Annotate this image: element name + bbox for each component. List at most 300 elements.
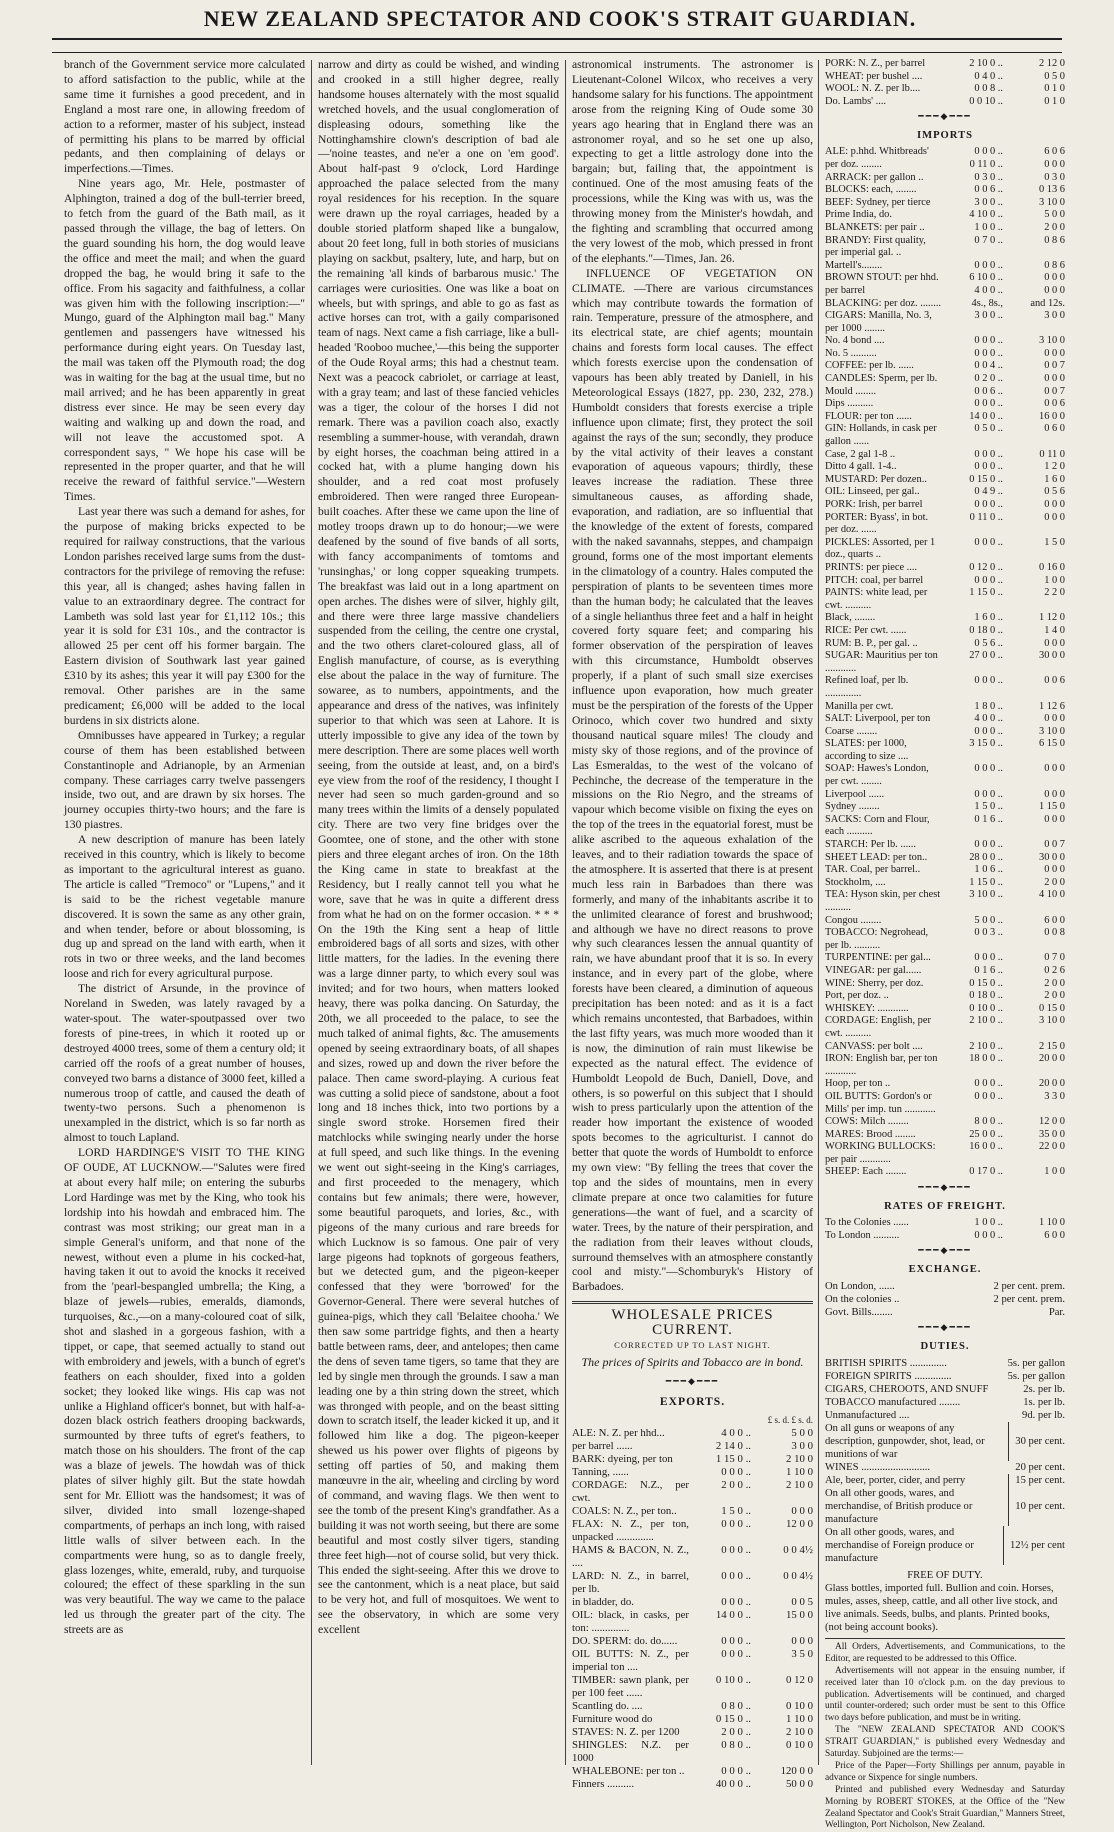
price-row (825, 58, 1065, 71)
price-value: 2 2 0 (1044, 587, 1065, 599)
price-item: Coarse ........ (825, 725, 878, 737)
price-row (825, 1217, 1065, 1230)
price-value: 0 0 0 .. (721, 1466, 751, 1479)
price-item: SLATES: per 1000, according to size .... (825, 738, 909, 762)
price-value: 0 3 0 .. (974, 171, 1003, 183)
price-row (825, 625, 1065, 638)
price-value: 0 0 0 .. (974, 536, 1003, 548)
price-row (572, 1518, 813, 1544)
price-value: 0 0 0 .. (974, 1229, 1003, 1241)
price-item: WORKING BULLOCKS: per pair ............ (825, 1141, 936, 1165)
price-value: 4 0 0 .. (974, 284, 1003, 296)
price-value: 0 0 0 .. (974, 146, 1003, 158)
price-item: FLAX: N. Z., per ton, unpacked .............. (572, 1518, 689, 1544)
price-value: 0 0 0 .. (974, 1078, 1003, 1090)
price-value: 15 0 0 (786, 1609, 813, 1622)
price-value: 2 0 0 .. (721, 1726, 751, 1739)
price-item: Refined loaf, per lb. .............. (825, 675, 909, 699)
price-value: 0 0 0 (1044, 788, 1065, 800)
duties-title: DUTIES. (920, 1341, 970, 1353)
price-value: 0 15 0 (1039, 1002, 1065, 1014)
price-row (572, 1544, 813, 1570)
price-value: 2 12 0 (1039, 58, 1065, 69)
price-row (825, 537, 1065, 562)
price-value: 0 0 0 .. (974, 675, 1003, 687)
price-item: per doz. ........ (825, 158, 882, 170)
price-value: 0 7 0 .. (974, 234, 1003, 246)
price-item: TIMBER: sawn plank, per per 100 feet ...... (572, 1674, 689, 1700)
price-item: VINEGAR: per gal...... (825, 964, 922, 976)
price-value: 1 10 0 (1039, 1217, 1065, 1229)
price-value: 0 0 0 .. (974, 448, 1003, 460)
price-value: 2 0 0 (1044, 990, 1065, 1002)
price-value: 0 0 7 (1044, 839, 1065, 851)
price-row (825, 763, 1065, 788)
price-row (825, 423, 1065, 448)
price-row (572, 1778, 813, 1791)
price-item: in bladder, do. (572, 1596, 634, 1609)
price-item: Liverpool ...... (825, 788, 885, 800)
price-item: WHEAT: per bushel .... (825, 70, 923, 82)
price-value: 0 2 6 (1044, 964, 1065, 976)
price-value: 4 10 0 .. (969, 209, 1003, 221)
price-row (825, 1166, 1065, 1179)
price-item: PITCH: coal, per barrel (825, 574, 924, 586)
price-value: 3 0 0 .. (974, 310, 1003, 322)
price-row (572, 1440, 813, 1453)
price-item: Congou ........ (825, 914, 882, 926)
price-item: CORDAGE: N.Z., per cwt. (572, 1479, 689, 1505)
column-3 (572, 58, 813, 1791)
ornament-divider: ━━━◆━━━ (918, 1322, 972, 1333)
price-value: 1 12 6 (1039, 700, 1065, 712)
price-item: WINE: Sherry, per doz. (825, 977, 924, 989)
price-item: WOOL: N. Z. per lb.... (825, 83, 921, 95)
free-of-duty-title: FREE OF DUTY. (907, 1570, 983, 1582)
price-item: CIGARS: Manilla, No. 3, per 1000 ........ (825, 310, 932, 334)
price-row (825, 1041, 1065, 1054)
column-divider (565, 60, 566, 1765)
price-value: 3 10 0 (1039, 335, 1065, 347)
price-value: 0 10 0 (786, 1700, 813, 1713)
price-value: 0 0 8 .. (974, 83, 1003, 95)
duty-row: WINES .......................... 20 per cent. (825, 1462, 1065, 1474)
price-value: 0 0 6 .. (974, 385, 1003, 397)
price-item: Manilla per cwt. (825, 700, 894, 712)
price-item: HAMS & BACON, N. Z., .... (572, 1544, 689, 1570)
price-value: 2 0 0 (1044, 221, 1065, 233)
price-value: 0 10 0 .. (969, 1002, 1003, 1014)
price-value: 2 0 0 (1044, 876, 1065, 888)
price-row (825, 738, 1065, 763)
price-value: 0 0 0 (1044, 272, 1065, 284)
imports-table (825, 146, 1065, 1179)
price-row (825, 146, 1065, 159)
price-item: Mould ........ (825, 385, 877, 397)
price-row (825, 915, 1065, 928)
price-value: 0 10 0 .. (715, 1674, 751, 1687)
price-item: COFFEE: per lb. ...... (825, 360, 914, 372)
price-row (825, 96, 1065, 109)
duty-row: Unmanufactured .... 9d. per lb. (825, 1410, 1065, 1422)
price-row (825, 575, 1065, 588)
price-value: 25 0 0 .. (969, 1128, 1003, 1140)
price-row (825, 927, 1065, 952)
price-row (825, 852, 1065, 865)
price-value: 2 0 0 .. (721, 1479, 751, 1492)
price-value: 0 0 4 .. (974, 360, 1003, 372)
exchange-title: EXCHANGE. (908, 1264, 982, 1276)
price-item: ARRACK: per gallon .. (825, 171, 924, 183)
price-value: 0 0 0 .. (974, 574, 1003, 586)
price-value: 0 16 0 (1039, 561, 1065, 573)
price-value: 0 4 0 .. (974, 70, 1003, 82)
price-value: 18 0 0 .. (969, 1053, 1003, 1065)
price-row (572, 1648, 813, 1674)
article-paragraph: Last year there was such a demand for ashes, for the purpose of making bricks expected to be required for railway constructions, that the various London parishes received large sums from the dust-contractors for the privilege of removing the refuse: this year, all is changed; ashes having fallen in value to an extraordinary degree. The contract for Lambeth was sold last year for £1,112 10s.; this year it is sold for £31 10s., and the contractor is allowed 25 per cent off his former bargain. The Eastern division of Southwark last year gained £310 by its ashes; this year it will pay £300 for the removal. Other parishes are in the same predicament; £6,000 will be added to the local burdens in six districts alone. (64, 505, 305, 727)
masthead-rule-top (52, 38, 1062, 40)
price-row (825, 726, 1065, 739)
price-value: 6 0 0 (1044, 914, 1065, 926)
price-row (825, 801, 1065, 814)
price-value: 30 0 0 (1039, 650, 1065, 662)
price-item: Port, per doz. .. (825, 990, 889, 1002)
price-value: 0 5 0 .. (974, 423, 1003, 435)
price-value: 2 10 0 .. (969, 58, 1003, 69)
price-row (825, 360, 1065, 373)
imports-title: IMPORTS (916, 130, 974, 142)
price-value: 0 0 0 .. (974, 347, 1003, 359)
duty-row: BRITISH SPIRITS .............. 5s. per gallon (825, 1358, 1065, 1370)
price-item: RICE: Per cwt. ...... (825, 624, 907, 636)
price-value: 0 17 0 .. (969, 1166, 1003, 1178)
price-item: TEA: Hyson skin, per chest .......... (825, 889, 941, 913)
price-value: 1 15 0 .. (715, 1453, 751, 1466)
price-value: 14 0 0 .. (715, 1609, 751, 1622)
price-value: 1 15 0 .. (969, 587, 1003, 599)
price-value: 0 8 0 .. (721, 1739, 751, 1752)
price-item: Black, ........ (825, 612, 876, 624)
price-value: 0 0 0 (1044, 637, 1065, 649)
price-row (572, 1609, 813, 1635)
notice-paragraph: Advertisements will not appear in the ensuing number, if received later than 10 o'clock p.m. on the day previous to publication. Advertisements will be continued, and charged until counter-ordered; such order must be sent to this Office two days before publication, and must be in writing. (825, 1666, 1065, 1723)
price-value: 0 0 0 (791, 1505, 813, 1518)
exchange-row: On London, ...... 2 per cent. prem. (825, 1281, 1065, 1293)
price-value: 12 0 0 (1039, 1116, 1065, 1128)
price-item: per barrel ...... (572, 1440, 633, 1453)
section-rule (572, 1301, 813, 1304)
price-value: 20 0 0 (1039, 1053, 1065, 1065)
price-value: 0 0 0 (1044, 763, 1065, 775)
price-value: 0 0 0 (1044, 373, 1065, 385)
price-item: SHINGLES: N.Z. per 1000 (572, 1739, 689, 1765)
price-item: TOBACCO: Negrohead, per lb. .......... (825, 927, 929, 951)
price-row (825, 839, 1065, 852)
price-value: 0 0 0 .. (721, 1596, 751, 1609)
price-row (825, 461, 1065, 474)
price-item: MARES: Brood ........ (825, 1128, 916, 1140)
price-value: 0 0 3 .. (974, 927, 1003, 939)
price-value: 0 0 0 (1044, 499, 1065, 510)
price-value: 0 0 0 (1044, 284, 1065, 296)
price-row (825, 612, 1065, 625)
price-value: 0 0 0 (1044, 158, 1065, 170)
section-rule (825, 1638, 1065, 1639)
price-value: 22 0 0 (1039, 1141, 1065, 1153)
price-value: 3 5 0 (791, 1648, 813, 1661)
price-item: BROWN STOUT: per hhd. (825, 272, 939, 284)
price-value: 14 0 0 .. (969, 410, 1003, 422)
price-value: 1 2 0 (1044, 461, 1065, 473)
price-item: WHALEBONE: per ton .. (572, 1765, 685, 1778)
price-item: TURPENTINE: per gal... (825, 952, 931, 964)
price-item: Scantling do. .... (572, 1700, 643, 1713)
price-value: 0 0 6 .. (974, 184, 1003, 196)
price-value: 0 12 0 (786, 1674, 813, 1687)
price-item: SHEEP: Each ........ (825, 1166, 907, 1178)
price-row (825, 298, 1065, 311)
price-item: FLOUR: per ton ...... (825, 410, 912, 422)
price-value: 0 18 0 .. (969, 624, 1003, 636)
price-value: 3 15 0 .. (969, 738, 1003, 750)
price-value: 0 1 6 .. (974, 813, 1003, 825)
price-value: 1 5 0 .. (721, 1505, 751, 1518)
price-value: 0 0 0 (1044, 713, 1065, 725)
notice-paragraph: All Orders, Advertisements, and Communications, to the Editor, are requested to be addressed to this Office. (825, 1642, 1065, 1664)
price-item: BRANDY: First quality, per imperial gal. .. (825, 234, 926, 259)
price-item: SOAP: Hawes's London, per cwt. ........ (825, 763, 929, 788)
price-row (825, 864, 1065, 877)
price-value: 1 0 0 .. (974, 1217, 1003, 1229)
price-value: 0 7 0 (1044, 952, 1065, 964)
price-row (825, 499, 1065, 512)
exports-table (572, 1427, 813, 1791)
price-row (825, 1015, 1065, 1040)
price-row (825, 675, 1065, 700)
price-item: Sydney ........ (825, 801, 880, 813)
price-value: 2 10 0 .. (969, 1015, 1003, 1027)
price-value: 0 0 0 (791, 1635, 813, 1648)
column-1 (64, 58, 305, 1768)
price-value: 0 11 0 .. (969, 511, 1003, 523)
price-item: BLACKING: per doz. ........ (825, 297, 942, 309)
price-value: 0 0 0 (1044, 347, 1065, 359)
price-row (572, 1453, 813, 1466)
ornament-divider: ━━━◆━━━ (918, 111, 972, 122)
prices-top-table (825, 58, 1065, 108)
price-value: 0 5 6 .. (974, 637, 1003, 649)
price-value: 27 0 0 .. (969, 650, 1003, 662)
price-value: 1 4 0 (1044, 624, 1065, 636)
notice-paragraph: Price of the Paper—Forty Shillings per annum, payable in advance or Sixpence for single numbers. (825, 1761, 1065, 1783)
price-row (825, 335, 1065, 348)
price-value: 6 15 0 (1039, 738, 1065, 750)
price-value: 0 0 0 .. (974, 335, 1003, 347)
price-value: 1 0 6 .. (974, 864, 1003, 876)
ornament-divider: ━━━◆━━━ (918, 1245, 972, 1256)
price-value: 1 5 0 (1044, 536, 1065, 548)
price-value: 0 0 6 (1044, 675, 1065, 687)
price-row (825, 348, 1065, 361)
price-row (825, 235, 1065, 260)
price-item: SALT: Liverpool, per ton (825, 713, 931, 725)
price-value: 12 0 0 (786, 1518, 813, 1531)
price-value: 2 10 0 .. (969, 1040, 1003, 1052)
price-row (572, 1700, 813, 1713)
price-value: 2 14 0 .. (715, 1440, 751, 1453)
exchange-row: Govt. Bills........ Par. (825, 1307, 1065, 1319)
price-value: 0 0 7 (1044, 385, 1065, 397)
price-item: PORK: Irish, per barrel (825, 499, 923, 510)
price-value: 0 0 0 .. (974, 259, 1003, 271)
price-value: 0 12 0 .. (969, 561, 1003, 573)
price-row (572, 1570, 813, 1596)
masthead-rule-bottom (52, 52, 1062, 53)
price-row (825, 789, 1065, 802)
price-value: 40 0 0 .. (715, 1778, 751, 1791)
price-item: Hoop, per ton .. (825, 1078, 891, 1090)
price-value: 5 0 0 (791, 1427, 813, 1440)
price-value: 0 8 0 .. (721, 1700, 751, 1713)
price-item: Do. Lambs' .... (825, 95, 887, 107)
price-value: 0 0 0 .. (721, 1518, 751, 1531)
price-item: To the Colonies ...... (825, 1217, 909, 1229)
price-item: Finners .......... (572, 1778, 635, 1791)
price-item: OIL: Linseed, per gal.. (825, 486, 920, 498)
price-row (825, 952, 1065, 965)
price-row (572, 1739, 813, 1765)
price-value: 3 0 0 (1044, 310, 1065, 322)
price-value: 2 10 0 (786, 1453, 813, 1466)
price-item: MUSTARD: Per dozen.. (825, 473, 927, 485)
price-value: 6 0 6 (1044, 146, 1065, 158)
price-value: 35 0 0 (1039, 1128, 1065, 1140)
exchange-list (825, 1280, 1065, 1319)
price-value: 1 12 0 (1039, 612, 1065, 624)
price-row (572, 1479, 813, 1505)
duty-brace-item: On all guns or weapons of any description, gunpowder, shot, lead, or munitions of war 30 per cent. (825, 1423, 1065, 1461)
price-row (572, 1466, 813, 1479)
price-value: 0 5 0 (1044, 70, 1065, 82)
price-value: 0 2 0 .. (974, 373, 1003, 385)
price-row (825, 1053, 1065, 1078)
price-value: 0 6 0 (1044, 423, 1065, 435)
price-value: 1 0 0 .. (974, 221, 1003, 233)
price-value: 0 13 6 (1039, 184, 1065, 196)
price-item: PICKLES: Assorted, per 1 doz., quarts .. (825, 536, 936, 561)
price-row (825, 889, 1065, 914)
price-item: Prime India, do. (825, 209, 892, 221)
duties-list (825, 1357, 1065, 1422)
price-row (825, 978, 1065, 991)
price-row (825, 411, 1065, 424)
price-value: 0 0 0 .. (974, 839, 1003, 851)
article-paragraph: branch of the Government service more calculated to afford satisfaction to the public, while at the same time it furnishes a good precedent, and in England a most rare one, in allowing freedom of action to a reformer, master of his subject, instead of permitting his plans to be marred by official pedants, and then complaining of delays or imperfections.—Times. (64, 58, 305, 176)
price-value: 2 15 0 (1039, 1040, 1065, 1052)
price-value: 0 0 0 (1044, 511, 1065, 523)
price-row (825, 184, 1065, 197)
price-item: PORK: N. Z., per barrel (825, 58, 926, 69)
price-row (825, 71, 1065, 84)
price-row (825, 474, 1065, 487)
price-row (825, 990, 1065, 1003)
price-value: 0 15 0 .. (715, 1713, 751, 1726)
price-row (825, 650, 1065, 675)
price-row (825, 172, 1065, 185)
price-value: 0 4 9 .. (974, 486, 1003, 498)
price-value: 0 18 0 .. (969, 990, 1003, 1002)
price-value: 0 0 0 .. (721, 1765, 751, 1778)
article-paragraph: narrow and dirty as could be wished, and winding and crooked in a still higher degree, really handsome houses alternately with the most squalid wretched hovels, and the usual conglomeration of displeasing odours, something like the Nottinghamshire clown's description of bad ale—'noine teastes, and ne'er a one on 'em good'. About half-past 9 o'clock, Lord Hardinge approached the palace selected from the many royal residences for his reception. In the square were drawn up the royal carriages, headed by a double storied platform shaped like a bungalow, about 20 feet long, full in both stories of musicians playing on sackbut, psaltery, lute, and harp, but on the remaining 'all kinds of barbarous music.' The carriages were curiosities. One was like a boat on wheels, but with springs, and able to go as fast as active horses can trot, with a gaily comparisoned team of nags. Next came a fish carriage, like a bull-headed 'Rooboo muchee,'—this being the supporter of the Oude Royal arms; this had a chestnut team. Next was a peacock cabriolet, or carriage at least, with a gray team; and last of these fancied vehicles was a tiger, the colour of the horses I did not remark. There was a pavilion coach also, exactly resembling a summer-house, with verandah, drawn by eight horses, the coachman being attired in a cocked hat, with a plume hanging down his shoulder, and a red coat most profusely embroidered. Then were ranged three European-built coaches. After these we came upon the line of motley troops drawn up to do honour;—we were deafened by the sound of five bands of all sorts, with fancy accompaniments of tomtoms and 'runsinghas,' or long copper squeaking trumpets. The breakfast was laid out in a long apartment on open arches. The dishes were of silver, highly gilt, and there were three large massive chandeliers suspended from the ceiling, the centre one crystal, and the two others claret-coloured glass, all of English manufacture, of course, as is everything else about the palace in the way of furniture. The sowaree, as to numbers, appointments, and the appearance and dress of the natives, was infinitely superior to that which was seen at Lahore. It is utterly impossible to give any idea of the town by mere description. There are some places well worth seeing, from the outside at least, and, on a bird's eye view from the roof of the residency, I thought I never had seen so much garden-ground and so many trees within the limits of a densely populated city. There are two very fine bridges over the Goomtee, one of stone, and the other with stone piers and three elegant arches of iron. On the 18th the King came in state to breakfast at the Residency, but I really cannot tell you what he wore, save that he was in quite a different dress from what he had on on the former occasion. * * * On the 19th the King sent a heap of little embroidered bags of all sorts and sizes, with other little matters, for the ladies. In the evening there was a large dinner party, to which every soul was invited; and for two hours, when matters looked heavy, there was polka dancing. On Saturday, the 20th, we all proceeded to the palace, to see the much talked of animal fights, &c. The amusements opened by seeing extraordinary boats, of all shapes and sizes, rowed up and down the river before the palace. Then came sword-playing. A curious feat was cutting a solid piece of sandstone, about a foot long and 18 inches thick, into two portions by a single sword stroke. Horsemen fired their matchlocks while swinging nearly under the horse at full speed, and such like things. In the evening we went out sight-seeing in the King's carriages, and first proceeded to the menagery, which contains but few animals; there were, however, some beautiful paroquets, and lories, &c., with pigeons of the many curious and rare breeds for which Lucknow is so famous. One pair of very large pigeons had topknots of gorgeous feathers, but we detected gum, and the pigeon-keeper confessed that they were 'borrowed' for the Governor-General. There were several hutches of guinea-pigs, which they call 'Belaitee chooha.' We then saw some partridge fights, and then a hearty battle between rams, deer, and antelopes; then came the dens of seven tame tigers, so tame that they are led by single men through the grounds. I saw a man leading one by a thin string down the street, which was thronged with people, and on the beast sitting down to scratch itself, the leader kicked it up, and it followed him like a dog. The pigeon-keeper shewed us his power over flights of pigeons by setting off parties of 50, and making them manœuvre in the air, wheeling and circling by word of command, and waving flags. We then went to see the tomb of the present King's grandfather. As a building it was not worth seeing, but there are some beautiful and most costly silver tigers, standing three feet high—not of course solid, but very thick. This ended the sight-seeing. After this we drove to see the cantonment, which is a neat place, but said to be very hot, and full of mosquitoes. We went to see the observatory, in which are some very excellent (318, 58, 559, 1637)
price-item: GIN: Hollands, in cask per gallon ...... (825, 423, 937, 448)
price-item: LARD: N. Z., in barrel, per lb. (572, 1570, 689, 1596)
price-value: 3 10 0 .. (969, 889, 1003, 901)
price-item: BLOCKS: each, ........ (825, 184, 917, 196)
price-value: 3 0 0 (791, 1440, 813, 1453)
price-value: 1 0 0 (1044, 1166, 1065, 1178)
price-item: Case, 2 gal 1-8 .. (825, 448, 896, 460)
price-item: ALE: p.hhd. Whitbreads' (825, 146, 929, 158)
price-value: 0 5 6 (1044, 486, 1065, 498)
price-row (825, 486, 1065, 499)
price-value: 5 0 0 .. (974, 914, 1003, 926)
price-item: COALS: N. Z., per ton.. (572, 1505, 677, 1518)
price-row (825, 1116, 1065, 1129)
price-value: 1 6 0 (1044, 473, 1065, 485)
price-value: 16 0 0 (1039, 410, 1065, 422)
price-row (572, 1726, 813, 1739)
price-row (572, 1635, 813, 1648)
wholesale-note: The prices of Spirits and Tobacco are in bond. (581, 1354, 804, 1369)
price-row (825, 814, 1065, 839)
free-of-duty-list: Glass bottles, imported full. Bullion and coin. Horses, mules, asses, sheep, cattle, and all other live stock, and live animals. Seeds, bulbs, and plants. Printed books, (not being account books). (825, 1583, 1058, 1634)
column-4 (825, 58, 1065, 1831)
price-value: 0 1 0 (1044, 95, 1065, 107)
price-value: 0 1 6 .. (974, 964, 1003, 976)
freight-table (825, 1217, 1065, 1242)
price-value: 5 0 0 (1044, 209, 1065, 221)
price-value: 2 0 0 (1044, 977, 1065, 989)
ornament-divider: ━━━◆━━━ (918, 1182, 972, 1193)
price-row (825, 197, 1065, 210)
price-row (572, 1596, 813, 1609)
price-value: 6 10 0 .. (969, 272, 1003, 284)
article-paragraph: INFLUENCE OF VEGETATION ON CLIMATE. —There are various circumstances which may contribute towards the formation of rain. Temperature, pressure of the atmosphere, and its electrical state, are chief agents; mountain chains and forests form local causes. The effect which forests exercise upon the condensation of vapours has been ably treated by Daniell, in his Meteorological Essays (1827, pp. 230, 232, 278.) Humboldt considers that forests exercise a triple influence upon climate; first, they protect the soil against the rays of the sun; secondly, they produce by the vital activity of their leaves a constant evaporation of aqueous vapours; thirdly, these leaves increase the radiation. These three simultaneous causes, as affording shade, evaporation, and radiation, are so influential that the knowledge of the extent of forests, compared with the naked savannahs, steppes, and champaign ground, forms one of the most important elements in the climatology of a country. Hales computed the perspiration of plants to be seventeen times more than the human body; he calculated that the leaves of a single helianthus three feet and a half in height covered forty square feet; and comparing his former observation of the perspiration of leaves with this circumstance, Humboldt observes properly, if a plant of such small size exercises influence upon evaporation, how much greater must be the perspiration of the forests of the Upper Orinoco, which cover two hundred and sixty thousand nautical square miles! The cloudy and misty sky of those regions, and of the province of Las Esmeraldas, to the west of the volcano of Pechinche, the decrease of the temperature in the missions on the Rio Negro, and the streams of vapour which become visible on fixing the eyes on the top of the trees in the equatorial forest, must be alike ascribed to the aqueous exhalation of the leaves, and to their radiation towards the space of the atmosphere. It is asserted that there is at present much less rain in Barbadoes than there was formerly, and many of the inhabitants ascribe it to the unlimited clearance of forest and brushwood; and although we have no direct reasons to prove why such clearances lessen the annual quantity of rain, we have abundant proof that it is so. In every instance, and in every part of the globe, where forests have been cleared, a diminution of aqueous precipitation has been noted: and as it is a fact which remains uncontested, that Barbadoes, within the last fifty years, was much more wooded than it is now, the diminution of rain must likewise be expected as the natural effect. The evidence of Humboldt Leopold de Buch, Daniell, Dove, and others, is so powerful on this subject that I should wish to press particularly upon the attention of the reader how important the existence of wooded spots becomes to the agriculturist. I cannot do better that quote the words of Humboldt to enforce my own view: "By felling the trees that cover the top and the sides of mountains, men in every climate prepare at once two calamities for future generations—the want of fuel, and a scarcity of water. Trees, by the nature of their perspiration, and the radiation from their leaves without clouds, surround themselves with an atmosphere constantly cool and misty."—Schomburyk's History of Barbadoes. (572, 266, 813, 1294)
price-item: BLANKETS: per pair .. (825, 221, 925, 233)
price-value: 0 8 6 (1044, 259, 1065, 271)
price-item: CORDAGE: English, per cwt. .......... (825, 1015, 931, 1039)
price-item: PAINTS: white lead, per cwt. .......... (825, 587, 928, 611)
price-item: To London .......... (825, 1229, 900, 1241)
price-value: 0 0 5 (791, 1596, 813, 1609)
price-item: ALE: N. Z. per hhd... (572, 1427, 665, 1440)
office-notices (825, 1642, 1065, 1832)
ornament-divider: ━━━◆━━━ (665, 1375, 720, 1386)
price-value: 0 0 0 (1044, 864, 1065, 876)
price-value: 0 0 0 .. (974, 725, 1003, 737)
price-item: OIL: black, in casks, per ton: .............. (572, 1609, 689, 1635)
price-value: 16 0 0 .. (969, 1141, 1003, 1153)
masthead-title: NEW ZEALAND SPECTATOR AND COOK'S STRAIT GUARDIAN. (203, 6, 917, 31)
price-row (825, 209, 1065, 222)
price-item: Tanning, ...... (572, 1466, 629, 1479)
price-row (825, 159, 1065, 172)
price-value: 0 0 7 (1044, 360, 1065, 372)
price-value: 0 0 0 .. (974, 461, 1003, 473)
price-value: 1 10 0 (786, 1713, 813, 1726)
price-item: BARK: dyeing, per ton (572, 1453, 673, 1466)
price-item: Dips .......... (825, 398, 874, 410)
